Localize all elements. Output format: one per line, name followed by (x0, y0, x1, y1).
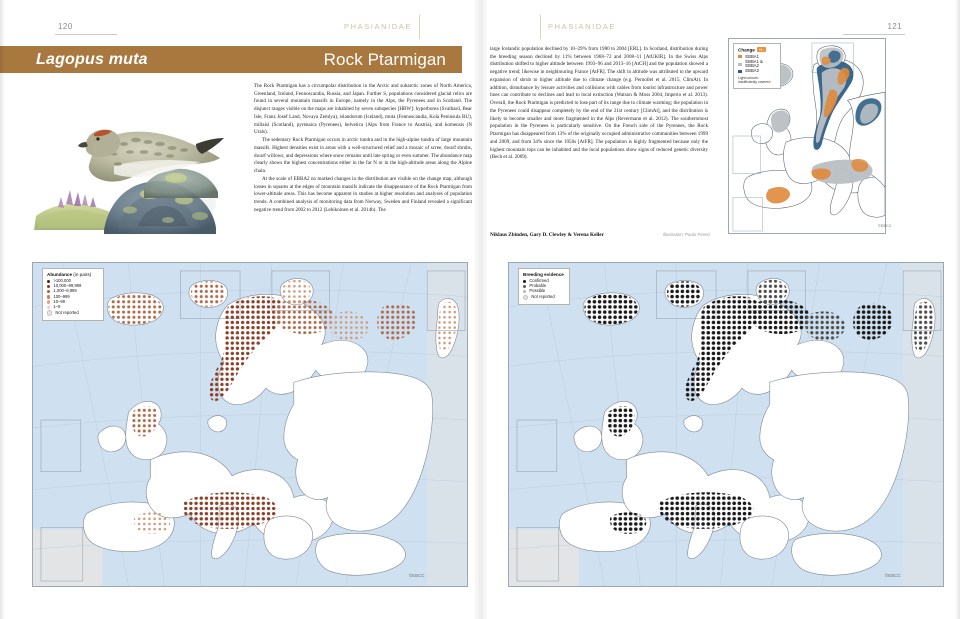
legend-label: Not reported (531, 294, 555, 300)
change-legend-title (738, 47, 775, 53)
family-header-divider-left (419, 15, 420, 39)
legend-unit-text: (in pairs) (73, 272, 92, 277)
paragraph: large Icelandic population declined by 10–29% from 1980 to 2004 [ERL]. In Scotland, distribution during the breeding season declined by 11% between 1968–72 and 2008–11 [AtUKIR]. In the Swiss Alps distribution shifted to higher altitude between 1993–96 and 2013–16 [AtCH] and the population showed a negative trend; likewise in neighbouring France [AtFR]. The shift in altitude was attributed to the upward expansion of shrub to higher altitude due to climate change (e.g. Pernollet et al. 2015, ClimAt). In addition, disturbance by leisure activities and collisions with cables from tourist infrastructure and power lines can contribute to declines and lead to local extinction (Watson & Moss 2004, Imperio et al. 2013). Overall, the Rock Ptarmigan is predicted to lose part of its range due to climate warming; the population in the Pyrenees could disappear completely by the end of the 21st century [ClimAt], and the distribution is likely to become smaller and more fragmented in the Alps (Revermann et al. 2012). The southernmost population in the Pyrenees is particularly sensitive. On the French side of the Pyrenees, the Rock Ptarmigan has disappeared from 13% of the originally occupied administrative communities between 1999 and 2009, and from 34% since the 1950s [AtFR]. The population is highly fragmented because only the highest mountain tops can be inhabited and the local populations show signs of reduced genetic diversity (Bech et al. 2009). (490, 46, 708, 161)
page-number-right: 121 (887, 22, 902, 31)
abundance-legend-title (47, 272, 98, 277)
swatch-dot (47, 285, 50, 288)
scientific-name: Lagopus muta (36, 50, 148, 68)
species-title-band (0, 46, 462, 73)
illustration-credit: Illustration: Paolo Peveri (662, 232, 710, 237)
legend-label: Not reported (55, 309, 79, 315)
swatch-dot (47, 280, 50, 283)
common-name: Rock Ptarmigan (323, 49, 446, 69)
ptarmigan-tail (196, 138, 224, 154)
page-number-left: 120 (58, 22, 73, 31)
legend-item (47, 305, 98, 309)
legend-label: EBBA1 & EBBA2 (745, 58, 763, 69)
breeding-evidence-map[interactable] (508, 262, 944, 587)
folio-rule-right (843, 34, 905, 35)
legend-item (738, 60, 775, 69)
ebcc-credit-left: ©EBCC (409, 573, 425, 578)
page-edge-left (0, 0, 5, 619)
change-legend (733, 43, 781, 89)
swatch-dot (523, 290, 526, 293)
legend-title-text: Change (738, 47, 755, 53)
abundance-legend (42, 268, 104, 321)
bird-illustration (18, 78, 240, 253)
paragraph: The sedentary Rock Ptarmigan occurs in arctic tundra and in the high-alpine tundra of large mountain massifs. Highest densities exist in areas with a well-structured relief and a mosaic of scree, dwarf shrubs, dwarf willows, and depressions where snow remains until late spring or even summer. The abundance map clearly shows the highest concentrations either in the far N or in the high-altitude areas along the Alpine chain. (254, 137, 472, 175)
folio-rule-left (55, 34, 117, 35)
family-header-divider-right (540, 15, 541, 39)
legend-label: EBBA2 (745, 68, 759, 74)
swatch-dot (47, 295, 50, 298)
legend-label: Possible (529, 288, 546, 294)
swatch-dot (523, 280, 526, 283)
paragraph: The Rock Ptarmigan has a circumpolar distribution in the Arctic and subarctic zones of North America, Greenland, Iceland, Fennoscandia, Russia, and Japan. Further S, populations considered glacial relics are found in several mountain massifs in Europe, namely in the Alps, the Pyrenees and in Scotland. The disjunct ranges visible on the maps are inhabited by seven subspecies [HBW]: hyperborea (Svalbard, Bear Isle, Franz Josef Land, Novaya Zemlya), islandorum (Iceland), muta (Fennoscandia, Kola Peninsula RU), millaisi (Scotland), pyrenaica (Pyrenees), helvetica (Alps from France to Austria), and komensis (N Urals). (254, 83, 472, 136)
swatch-dot (47, 290, 50, 293)
breeding-legend-title: Breeding evidence (523, 272, 564, 277)
legend-label: 10–99 (53, 298, 66, 304)
swatch-dot (523, 285, 526, 288)
swatch-square (738, 63, 742, 66)
swatch-dot (47, 310, 52, 315)
swatch-square (738, 55, 742, 58)
ebcc-credit-right: ©EBCC (885, 573, 901, 578)
legend-label: 1,000–9,999 (53, 288, 77, 294)
breeding-legend (518, 268, 570, 305)
swatch-dot (47, 300, 50, 303)
legend-label: Confirmed (529, 278, 549, 283)
swatch-square (738, 70, 742, 73)
family-header-left: PHASIANIDAE (343, 22, 412, 31)
legend-item (523, 295, 564, 300)
family-header-right: PHASIANIDAE (548, 22, 617, 31)
legend-item (47, 310, 98, 315)
legend-label: 10,000–99,999 (53, 283, 82, 289)
change-legend-note: Light colours: insufficiently covered (738, 76, 771, 85)
legend-item (738, 69, 775, 73)
legend-title-text: Abundance (47, 272, 73, 277)
right-body-text (490, 46, 708, 162)
ebcc-credit-change: ©EBCC (878, 224, 892, 228)
legend-label: 100–999 (53, 293, 70, 299)
legend-label: 1–9 (53, 304, 61, 310)
author-names: Niklaus Zbinden, Gary D. Clewley & Verena Keller (490, 232, 604, 238)
swatch-dot (47, 306, 50, 309)
byline (490, 232, 710, 238)
paragraph: At the scale of EBBA2 no marked changes in the distribution are visible on the change map, although losses in squares at the edges of mountain massifs indicate the disappearance of the Rock Ptarmigan from lower-altitude areas. This has become apparent in studies at higher resolution and analyses of population trends. A combined analysis of monitoring data from Norway, Sweden and Finland revealed a significant negative trend from 2002 to 2012 (Lehikoinen et al. 2014b). The (254, 175, 472, 213)
change-badge: +/- (758, 47, 764, 52)
left-body-text (254, 83, 472, 214)
legend-label: Probable (529, 283, 547, 289)
right-page (480, 0, 960, 619)
legend-label: >100,000 (53, 278, 71, 283)
swatch-dot (523, 295, 528, 300)
legend-label: EBBA1 (745, 53, 759, 59)
page-edge-right (955, 0, 960, 619)
